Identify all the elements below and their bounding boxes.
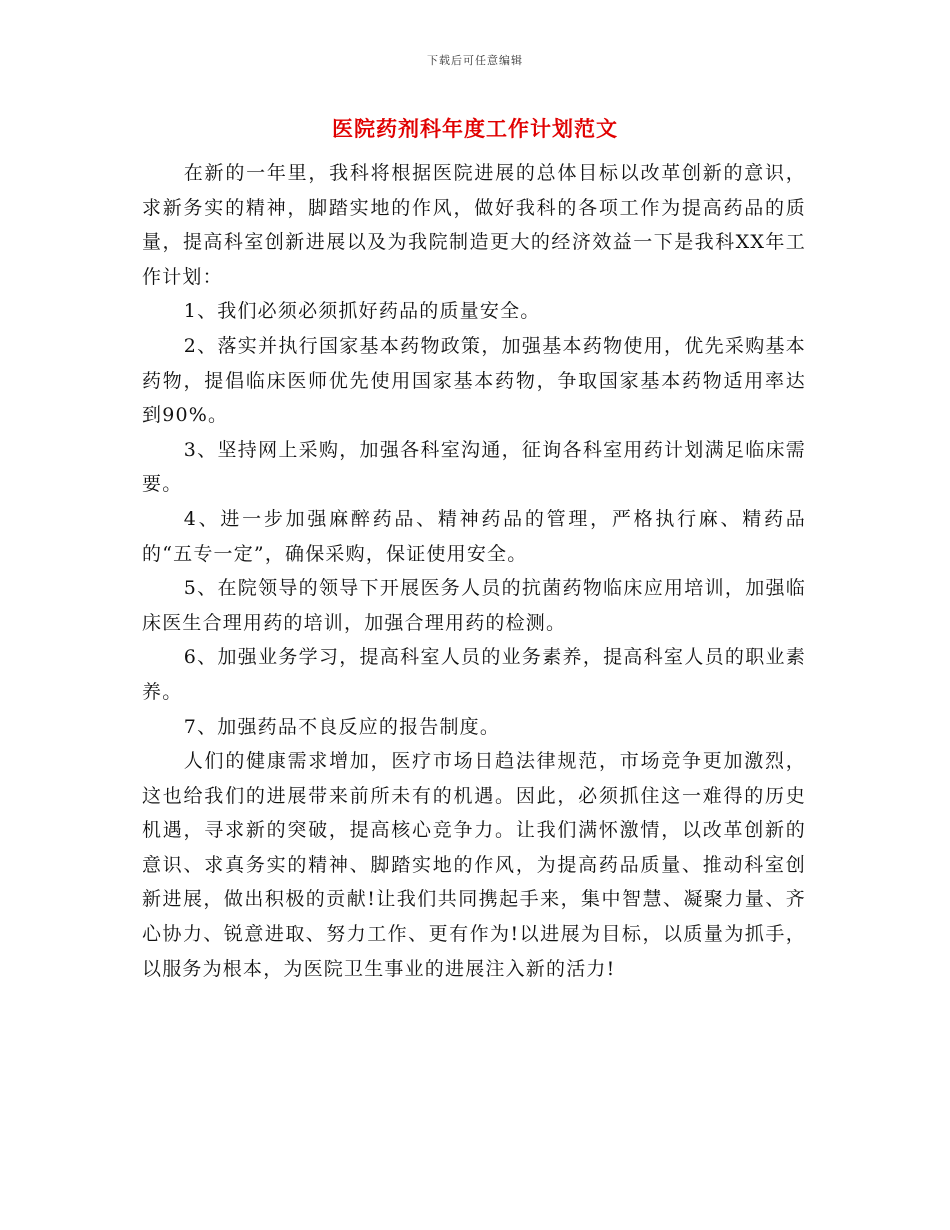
plan-item-5: 5、在院领导的领导下开展医务人员的抗菌药物临床应用培训，加强临床医生合理用药的培训，加强合理用药的检测。 — [142, 577, 806, 634]
header-note: 下载后可任意编辑 — [427, 54, 523, 67]
plan-item-4: 4、进一步加强麻醉药品、精神药品的管理，严格执行麻、精药品的“五专一定”，确保采购，保证使用安全。 — [142, 507, 806, 565]
plan-item-1: 1、我们必须必须抓好药品的质量安全。 — [183, 300, 541, 323]
intro-paragraph: 在新的一年里，我科将根据医院进展的总体目标以改革创新的意识，求新务实的精神，脚踏实地的作风，做好我科的各项工作为提高药品的质量，提高科室创新进展以及为我院制造更大的经济效益一下是我科XX年工作计划： — [142, 162, 806, 288]
closing-paragraph: 人们的健康需求增加，医疗市场日趋法律规范，市场竞争更加激烈，这也给我们的进展带来前所未有的机遇。因此，必须抓住这一难得的历史机遇，寻求新的突破，提高核心竞争力。让我们满怀激情，以改革创新的意识、求真务实的精神、脚踏实地的作风，为提高药品质量、推动科室创新进展，做出积极的贡献!让我们共同携起手来，集中智慧、凝聚力量、齐心协力、锐意进取、努力工作、更有作为!以进展为目标，以质量为抓手，以服务为根本，为医院卫生事业的进展注入新的活力! — [142, 750, 806, 980]
document-body — [142, 156, 806, 986]
document-title: 医院药剂科年度工作计划范文 — [332, 117, 618, 141]
plan-item-7: 7、加强药品不良反应的报告制度。 — [183, 715, 501, 738]
plan-item-6: 6、加强业务学习，提高科室人员的业务素养，提高科室人员的职业素养。 — [142, 646, 806, 703]
plan-item-3: 3、坚持网上采购，加强各科室沟通，征询各科室用药计划满足临床需要。 — [142, 438, 806, 496]
plan-item-2: 2、落实并执行国家基本药物政策，加强基本药物使用，优先采购基本药物，提倡临床医师优先使用国家基本药物，争取国家基本药物适用率达到90%。 — [142, 334, 806, 427]
